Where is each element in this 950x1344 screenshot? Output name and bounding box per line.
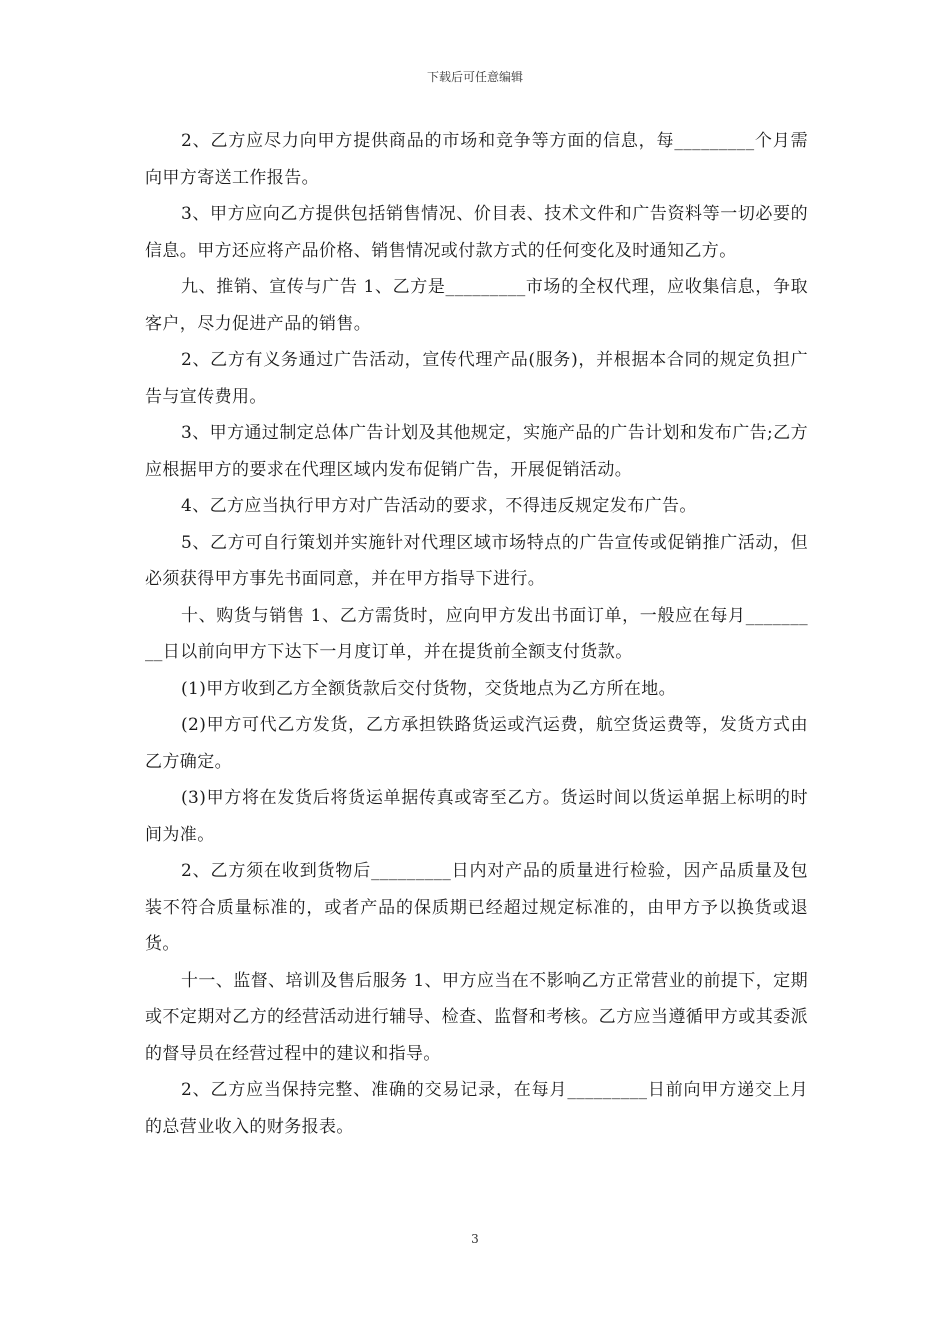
- paragraph: 3、甲方通过制定总体广告计划及其他规定，实施产品的广告计划和发布广告;乙方应根据甲方的要求在代理区域内发布促销广告，开展促销活动。: [145, 423, 808, 480]
- paragraph: 2、乙方有义务通过广告活动，宣传代理产品(服务)，并根据本合同的规定负担广告与宣传费用。: [145, 350, 808, 407]
- paragraph: 3、甲方应向乙方提供包括销售情况、价目表、技术文件和广告资料等一切必要的信息。甲方还应将产品价格、销售情况或付款方式的任何变化及时通知乙方。: [145, 204, 808, 261]
- document-body: [145, 123, 808, 1145]
- paragraph: 2、乙方须在收到货物后_________日内对产品的质量进行检验，因产品质量及包装不符合质量标准的，或者产品的保质期已经超过规定标准的，由甲方予以换货或退货。: [145, 861, 808, 954]
- paragraph: 九、推销、宣传与广告 1、乙方是_________市场的全权代理，应收集信息，争取客户，尽力促进产品的销售。: [145, 277, 808, 334]
- paragraph: 4、乙方应当执行甲方对广告活动的要求，不得违反规定发布广告。: [181, 496, 697, 516]
- page-number: 3: [471, 1232, 479, 1246]
- paragraph: 2、乙方应当保持完整、准确的交易记录，在每月_________日前向甲方递交上月的总营业收入的财务报表。: [145, 1080, 808, 1137]
- paragraph: (1)甲方收到乙方全额货款后交付货物，交货地点为乙方所在地。: [181, 678, 677, 699]
- paragraph: 2、乙方应尽力向甲方提供商品的市场和竞争等方面的信息，每_________个月需向甲方寄送工作报告。: [145, 131, 808, 188]
- paragraph: 5、乙方可自行策划并实施针对代理区域市场特点的广告宣传或促销推广活动，但必须获得甲方事先书面同意，并在甲方指导下进行。: [145, 532, 808, 589]
- paragraph: 十一、监督、培训及售后服务 1、甲方应当在不影响乙方正常营业的前提下，定期或不定期对乙方的经营活动进行辅导、检查、监督和考核。乙方应当遵循甲方或其委派的督导员在经营过程中的建议和指导。: [145, 970, 808, 1064]
- paragraph: (2)甲方可代乙方发货，乙方承担铁路货运或汽运费，航空货运费等，发货方式由乙方确定。: [145, 715, 808, 772]
- paragraph: (3)甲方将在发货后将货运单据传真或寄至乙方。货运时间以货运单据上标明的时间为准。: [145, 788, 808, 845]
- paragraph: 十、购货与销售 1、乙方需货时，应向甲方发出书面订单，一般应在每月_________日以前向甲方下达下一月度订单，并在提货前全额支付货款。: [145, 605, 808, 662]
- page-header: 下载后可任意编辑: [426, 70, 523, 84]
